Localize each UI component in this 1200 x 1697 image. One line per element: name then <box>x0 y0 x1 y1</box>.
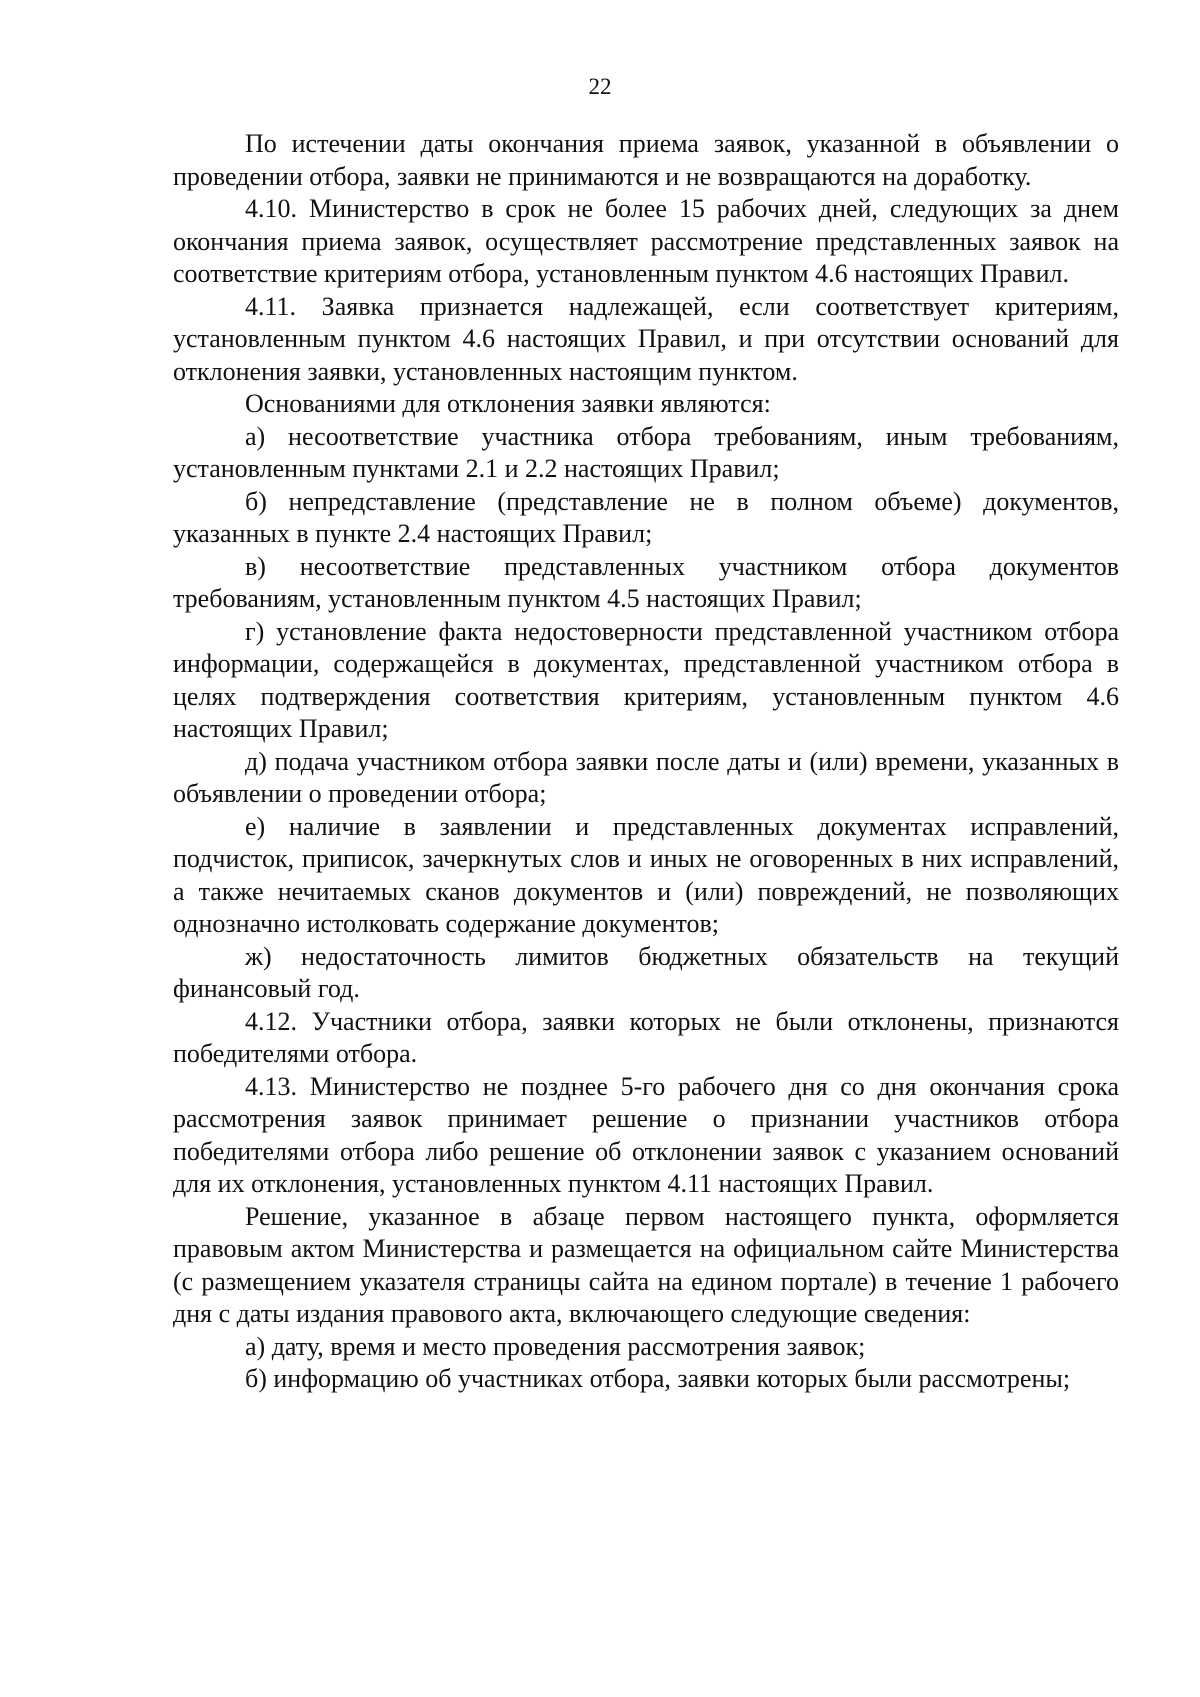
decision-item-a: а) дату, время и место проведения рассмотрения заявок; <box>245 1331 866 1361</box>
paragraph-4-11: 4.11. Заявка признается надлежащей, если соответствует критериям, установленным пунктом 4.6 настоящих Правил, и при отсутствии оснований для отклонения заявки, установленных настоящим пунктом. <box>173 291 1119 386</box>
paragraph-decision: Решение, указанное в абзаце первом настоящего пункта, оформляется правовым актом Министерства и размещается на официальном сайте Министерства (с размещением указателя страницы сайта на едином портале) в течение 1 рабочего дня с даты издания правового акта, включающего следующие сведения: <box>173 1201 1119 1328</box>
list-item-a: а) несоответствие участника отбора требованиям, иным требованиям, установленным пунктами 2.1 и 2.2 настоящих Правил; <box>173 421 1119 483</box>
page-number: 22 <box>588 74 612 99</box>
document-body <box>173 128 1119 1396</box>
list-item-g: г) установление факта недостоверности представленной участником отбора информации, содержащейся в документах, представленной участником отбора в целях подтверждения соответствия критериям, установленным пунктом 4.6 настоящих Правил; <box>173 616 1119 743</box>
paragraph-4-10: 4.10. Министерство в срок не более 15 рабочих дней, следующих за днем окончания приема заявок, осуществляет рассмотрение представленных заявок на соответствие критериям отбора, установленным пунктом 4.6 настоящих Правил. <box>173 194 1119 288</box>
paragraph-rejection-grounds: Основаниями для отклонения заявки являются: <box>245 389 771 418</box>
list-item-v: в) несоответствие представленных участником отбора документов требованиям, установленным пунктом 4.5 настоящих Правил; <box>173 551 1119 613</box>
paragraph-4-12: 4.12. Участники отбора, заявки которых не были отклонены, признаются победителями отбора. <box>173 1006 1119 1068</box>
list-item-b: б) непредставление (представление не в полном объеме) документов, указанных в пункте 2.4 настоящих Правил; <box>173 486 1119 548</box>
paragraph-deadline: По истечении даты окончания приема заявок, указанной в объявлении о проведении отбора, заявки не принимаются и не возвращаются на доработку. <box>173 129 1119 191</box>
paragraph-4-13: 4.13. Министерство не позднее 5-го рабочего дня со дня окончания срока рассмотрения заявок принимает решение о признании участников отбора победителями отбора либо решение об отклонении заявок с указанием оснований для их отклонения, установленных пунктом 4.11 настоящих Правил. <box>173 1071 1119 1198</box>
list-item-e: е) наличие в заявлении и представленных документах исправлений, подчисток, приписок, зачеркнутых слов и иных не оговоренных в них исправлений, а также нечитаемых сканов документов и (или) повреждений, не позволяющих однозначно истолковать содержание документов; <box>173 811 1119 938</box>
list-item-zh: ж) недостаточность лимитов бюджетных обязательств на текущий финансовый год. <box>173 941 1119 1003</box>
list-item-d: д) подача участником отбора заявки после даты и (или) времени, указанных в объявлении о проведении отбора; <box>173 746 1119 808</box>
decision-item-b: б) информацию об участниках отбора, заявки которых были рассмотрены; <box>245 1364 1071 1393</box>
